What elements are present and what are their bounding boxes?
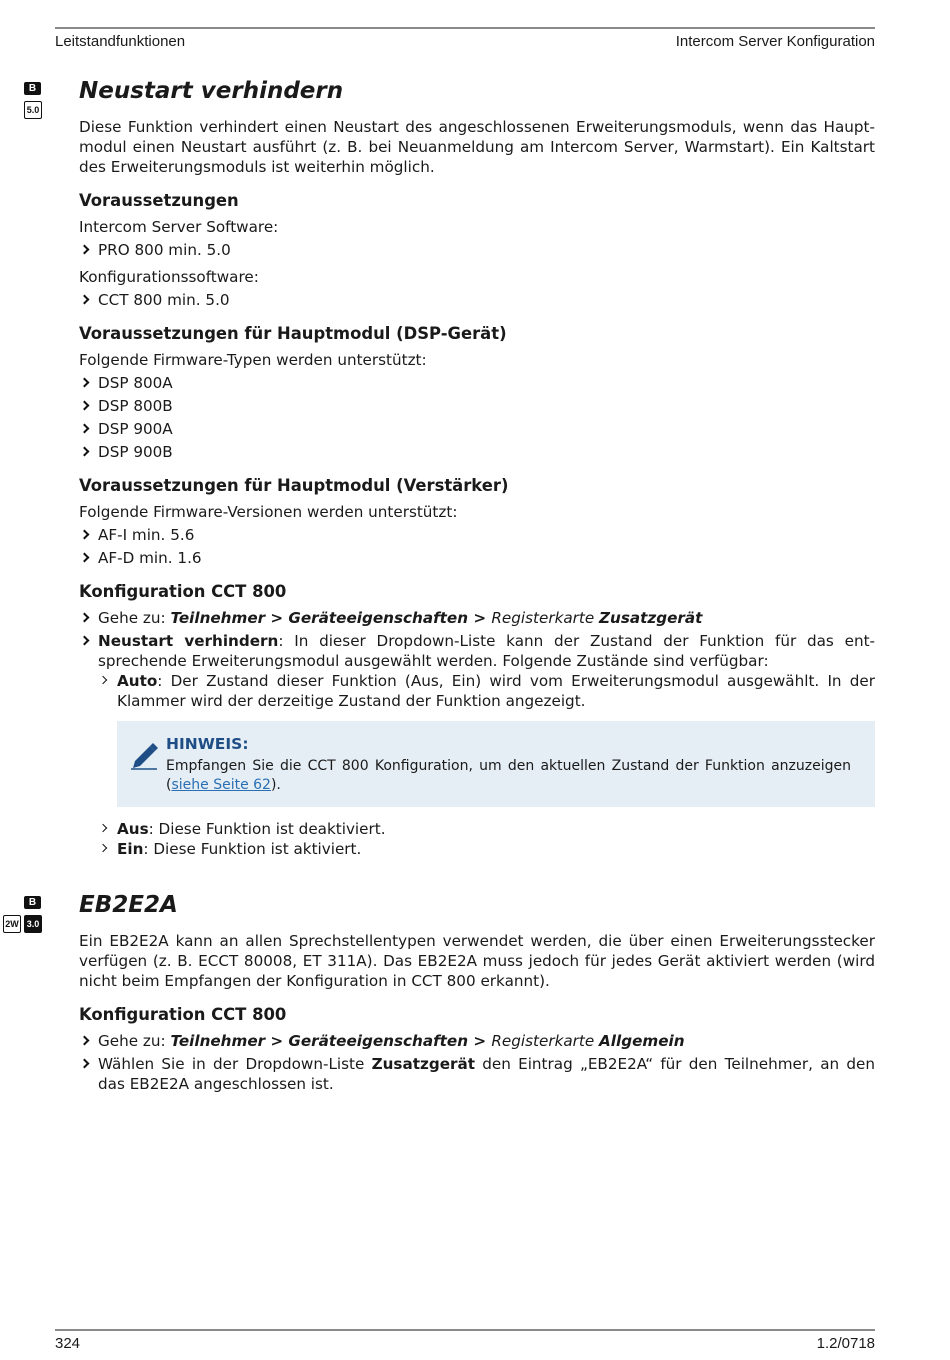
section-eb2e2a	[79, 891, 875, 1094]
tab-word: Registerkarte	[491, 609, 600, 627]
subheading: Konfiguration CCT 800	[79, 1005, 287, 1024]
state-term: Aus	[117, 820, 149, 838]
list-item	[79, 1054, 875, 1094]
list-item: PRO 800 min. 5.0	[79, 240, 875, 260]
tab-word: Registerkarte	[491, 1032, 600, 1050]
section-title: EB2E2A	[79, 892, 178, 918]
section-intro: Diese Funktion verhindert einen Neustart des angeschlossenen Erweiterungsmoduls, wenn das Haupt-modul einen Neustart ausführt (z. B. bei Neuanmeldung am Intercom Server, Warmstart). Ein Kaltstart des Erweiterungsmoduls ist weiterhin möglich.	[79, 118, 875, 176]
list-item: DSP 800B	[79, 396, 875, 416]
list-intro: Folgende Firmware-Typen werden unterstützt:	[79, 351, 427, 369]
list-intro: Folgende Firmware-Versionen werden unterstützt:	[79, 503, 458, 521]
list-item	[79, 1031, 875, 1051]
state-text: : Der Zustand dieser Funktion (Aus, Ein) wird vom Erweiterungsmodul ausgewählt. In der Klammer wird der derzeitige Zustand der Funktion angezeigt.	[117, 672, 875, 710]
list-item: DSP 900B	[79, 442, 875, 462]
list-item: DSP 900A	[79, 419, 875, 439]
step-text: den Eintrag „EB2E2A“ für den Teilnehmer, an den das EB2E2A angeschlossen ist.	[98, 1055, 875, 1093]
subheading: Voraussetzungen für Hauptmodul (Verstärker)	[79, 476, 509, 495]
list-item: AF-D min. 1.6	[79, 548, 875, 568]
state-item	[79, 819, 875, 839]
badge-version: 5.0	[24, 101, 42, 119]
field-name: Zusatzgerät	[371, 1055, 475, 1073]
document-version: 1.2/0718	[816, 1335, 875, 1352]
section-intro: Ein EB2E2A kann an allen Sprechstellentypen verwendet werden, die über einen Erweiterungsstecker verfügen (z. B. ECCT 80008, ET 311A). Das EB2E2A muss jedoch für jedes Gerät aktiviert werden (wird nicht beim Empfangen der Konfiguration in CCT 800 erkannt).	[79, 932, 875, 990]
note-title: HINWEIS:	[166, 735, 249, 753]
page-link[interactable]: siehe Seite 62	[171, 777, 271, 793]
section-title: Neustart verhindern	[79, 78, 344, 104]
step-text: Wählen Sie in der Dropdown-Liste	[98, 1055, 372, 1073]
menu-path: Teilnehmer > Geräteeigenschaften >	[170, 609, 492, 627]
state-term: Ein	[117, 840, 144, 858]
menu-path: Teilnehmer > Geräteeigenschaften >	[170, 1032, 492, 1050]
step-prefix: Gehe zu:	[98, 609, 171, 627]
note-tail: ).	[270, 777, 281, 793]
requirement-label: Intercom Server Software:	[79, 218, 279, 236]
badge-type: B	[24, 82, 41, 95]
subheading: Voraussetzungen für Hauptmodul (DSP-Gerät)	[79, 324, 507, 343]
pencil-icon	[129, 739, 159, 777]
header-rule	[55, 27, 875, 29]
option-text: : In dieser Dropdown-Liste kann der Zustand der Funktion für das ent-sprechende Erweiterungsmodul ausgewählt werden. Folgende Zustände sind verfügbar:	[98, 632, 875, 670]
state-text: : Diese Funktion ist aktiviert.	[143, 840, 362, 858]
state-item	[79, 671, 875, 711]
note-body: Empfangen Sie die CCT 800 Konfiguration, um den aktuellen Zustand der Funktion anzuzeigen (	[166, 758, 851, 793]
list-item	[79, 631, 875, 671]
note-box	[117, 721, 875, 807]
subheading: Konfiguration CCT 800	[79, 582, 287, 601]
state-item	[79, 839, 875, 859]
footer-rule	[55, 1329, 875, 1331]
note-text	[166, 757, 851, 795]
tab-name: Allgemein	[599, 1032, 685, 1050]
badge-line: 2W	[3, 915, 21, 933]
state-term: Auto	[117, 672, 158, 690]
header-section: Intercom Server Konfiguration	[675, 33, 875, 50]
tab-name: Zusatzgerät	[599, 609, 703, 627]
header-chapter: Leitstandfunktionen	[55, 33, 186, 50]
page-number: 324	[55, 1335, 81, 1352]
list-item	[79, 608, 875, 628]
list-item: DSP 800A	[79, 373, 875, 393]
list-item: CCT 800 min. 5.0	[79, 290, 875, 310]
badge-version: 3.0	[24, 915, 42, 933]
list-item: AF-I min. 5.6	[79, 525, 875, 545]
requirement-label: Konfigurationssoftware:	[79, 268, 259, 286]
step-prefix: Gehe zu:	[98, 1032, 171, 1050]
subheading: Voraussetzungen	[79, 191, 239, 210]
section-neustart	[79, 77, 875, 859]
badge-type: B	[24, 896, 41, 909]
option-term: Neustart verhindern	[98, 632, 279, 650]
state-text: : Diese Funktion ist deaktiviert.	[148, 820, 386, 838]
